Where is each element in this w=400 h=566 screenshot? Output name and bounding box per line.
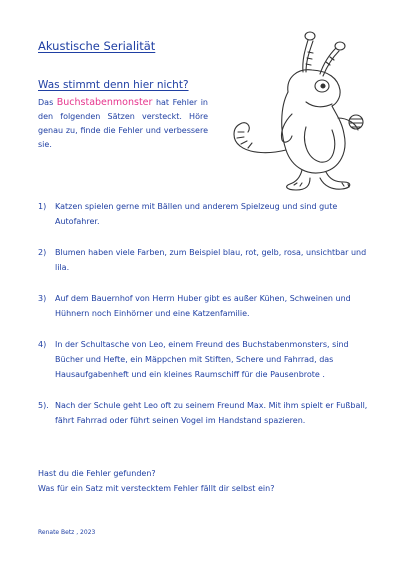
closing-questions bbox=[38, 466, 274, 496]
item-number: 3) bbox=[38, 294, 47, 303]
list-item bbox=[38, 245, 368, 275]
item-text: In der Schultasche von Leo, einem Freund des Buchstabenmonsters, sind Bücher und Hefte, ein Mäppchen mit Stiften, Schere und Fahrrad, das Hausaufgabenheft und ein kleines Raumschiff für die Pausenbrote . bbox=[55, 340, 349, 379]
intro-text-before: Das bbox=[38, 98, 57, 107]
item-text: Nach der Schule geht Leo oft zu seinem Freund Max. Mit ihm spielt er Fußball, fährt Fahrrad oder führt seinen Vogel im Handstand spazieren. bbox=[55, 401, 368, 425]
list-item bbox=[38, 291, 368, 321]
item-number: 1) bbox=[38, 202, 47, 211]
list-item bbox=[38, 398, 368, 428]
list-item bbox=[38, 337, 368, 382]
closing-question-1: Hast du die Fehler gefunden? bbox=[38, 469, 156, 478]
author-footer: Renate Betz , 2023 bbox=[38, 529, 96, 536]
item-number: 4) bbox=[38, 340, 47, 349]
item-text: Katzen spielen gerne mit Bällen und anderem Spielzeug und sind gute Autofahrer. bbox=[55, 202, 338, 226]
intro-text-after: hat Fehler in den folgenden Sätzen versteckt. Höre genau zu, finde die Fehler und verbessere sie. bbox=[38, 98, 208, 149]
intro-paragraph bbox=[38, 96, 208, 152]
sentence-list bbox=[38, 199, 368, 428]
item-number: 5). bbox=[38, 401, 49, 410]
intro-highlight: Buchstabenmonster bbox=[56, 97, 153, 108]
item-text: Blumen haben viele Farben, zum Beispiel blau, rot, gelb, rosa, unsichtbar und lila. bbox=[55, 248, 367, 272]
section-heading: Was stimmt denn hier nicht? bbox=[38, 79, 189, 91]
list-item bbox=[38, 199, 368, 229]
monster-illustration bbox=[210, 22, 375, 192]
item-number: 2) bbox=[38, 248, 47, 257]
closing-question-2: Was für ein Satz mit verstecktem Fehler fällt dir selbst ein? bbox=[38, 484, 275, 493]
page-title: Akustische Serialität bbox=[38, 39, 156, 53]
item-text: Auf dem Bauernhof von Herrn Huber gibt es außer Kühen, Schweinen und Hühnern noch Einhörner und eine Katzenfamilie. bbox=[55, 294, 351, 318]
